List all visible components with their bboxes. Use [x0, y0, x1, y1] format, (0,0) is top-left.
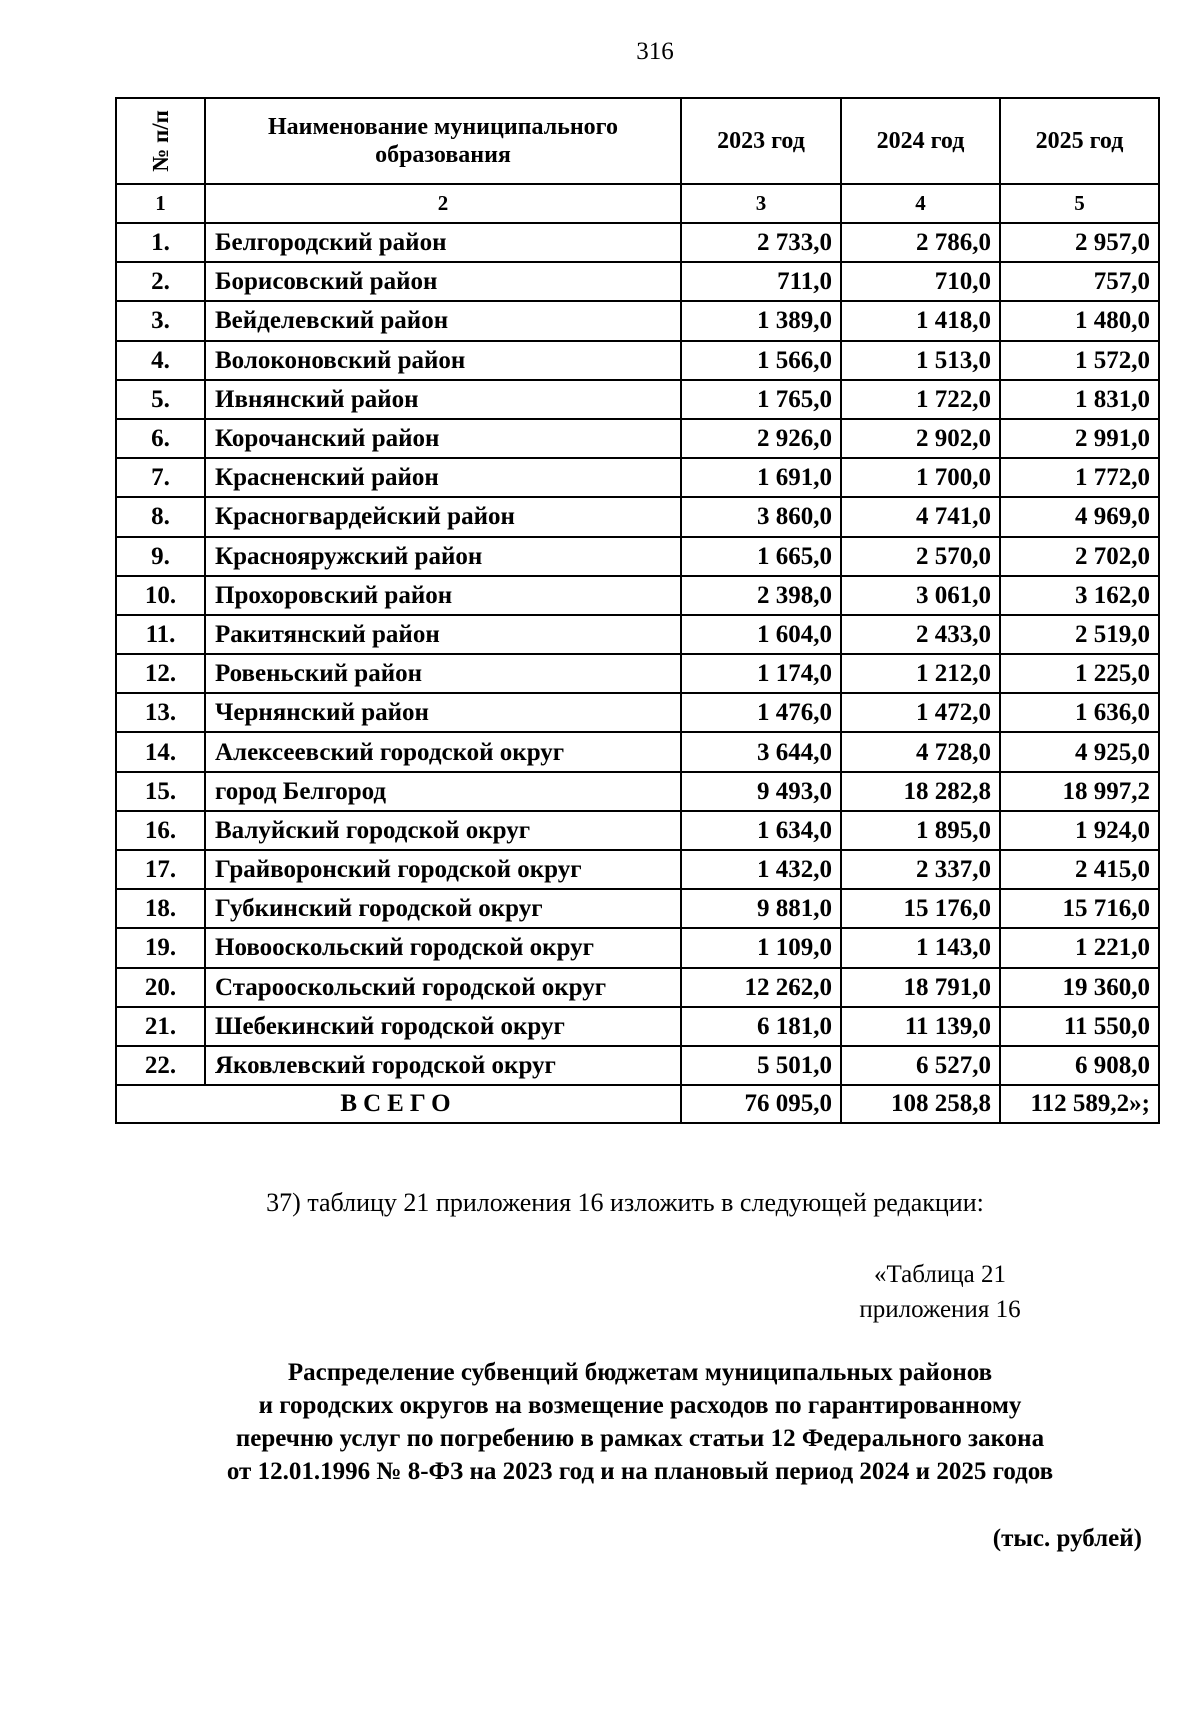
table-row [116, 693, 1159, 732]
value-2024: 2 786,0 [841, 223, 1000, 262]
value-2024: 2 902,0 [841, 419, 1000, 458]
value-2024: 1 895,0 [841, 811, 1000, 850]
table-row [116, 889, 1159, 928]
total-2024: 108 258,8 [841, 1085, 1000, 1123]
value-2025: 2 702,0 [1000, 537, 1159, 576]
row-number: 4. [116, 341, 205, 380]
municipality-name: Прохоровский район [205, 576, 681, 615]
row-number: 20. [116, 968, 205, 1007]
subsidies-table [115, 97, 1160, 1124]
value-2024: 1 418,0 [841, 301, 1000, 340]
municipality-name: Ивнянский район [205, 380, 681, 419]
value-2023: 1 109,0 [681, 928, 841, 967]
municipality-name: Ракитянский район [205, 615, 681, 654]
table-row [116, 380, 1159, 419]
total-2025: 112 589,2»; [1000, 1085, 1159, 1123]
total-row [116, 1085, 1159, 1123]
value-2024: 18 791,0 [841, 968, 1000, 1007]
table-row [116, 341, 1159, 380]
row-number: 3. [116, 301, 205, 340]
row-number: 1. [116, 223, 205, 262]
value-2023: 3 860,0 [681, 497, 841, 536]
column-numbers-row [116, 184, 1159, 223]
value-2023: 1 765,0 [681, 380, 841, 419]
value-2023: 2 926,0 [681, 419, 841, 458]
column-number: 4 [841, 184, 1000, 223]
municipality-name: Валуйский городской округ [205, 811, 681, 850]
value-2023: 1 665,0 [681, 537, 841, 576]
value-2023: 711,0 [681, 262, 841, 301]
value-2023: 1 691,0 [681, 458, 841, 497]
value-2024: 4 728,0 [841, 732, 1000, 771]
row-number: 6. [116, 419, 205, 458]
value-2023: 2 733,0 [681, 223, 841, 262]
value-2023: 1 174,0 [681, 654, 841, 693]
value-2024: 1 700,0 [841, 458, 1000, 497]
municipality-name: Губкинский городской округ [205, 889, 681, 928]
table-row [116, 928, 1159, 967]
table-row [116, 850, 1159, 889]
table-row [116, 223, 1159, 262]
value-2025: 4 925,0 [1000, 732, 1159, 771]
value-2024: 1 143,0 [841, 928, 1000, 967]
column-number: 5 [1000, 184, 1159, 223]
value-2025: 1 572,0 [1000, 341, 1159, 380]
header-name: Наименование муниципального образования [205, 98, 681, 184]
value-2024: 1 472,0 [841, 693, 1000, 732]
header-2023: 2023 год [681, 98, 841, 184]
value-2023: 1 566,0 [681, 341, 841, 380]
value-2025: 1 221,0 [1000, 928, 1159, 967]
value-2025: 1 924,0 [1000, 811, 1159, 850]
municipality-name: Шебекинский городской округ [205, 1007, 681, 1046]
table-row [116, 615, 1159, 654]
table-row [116, 419, 1159, 458]
row-number: 10. [116, 576, 205, 615]
caption-line-2: приложения 16 [859, 1296, 1021, 1323]
units-label: (тыс. рублей) [992, 1525, 1142, 1552]
value-2023: 1 476,0 [681, 693, 841, 732]
row-number: 5. [116, 380, 205, 419]
value-2023: 2 398,0 [681, 576, 841, 615]
value-2023: 1 432,0 [681, 850, 841, 889]
value-2024: 1 513,0 [841, 341, 1000, 380]
municipality-name: Красногвардейский район [205, 497, 681, 536]
value-2025: 1 480,0 [1000, 301, 1159, 340]
municipality-name: Вейделевский район [205, 301, 681, 340]
table-row [116, 576, 1159, 615]
value-2025: 15 716,0 [1000, 889, 1159, 928]
value-2025: 6 908,0 [1000, 1046, 1159, 1085]
row-number: 8. [116, 497, 205, 536]
municipality-name: Новооскольский городской округ [205, 928, 681, 967]
municipality-name: Ровеньский район [205, 654, 681, 693]
table-row [116, 1046, 1159, 1085]
value-2023: 3 644,0 [681, 732, 841, 771]
table-caption [840, 1257, 1040, 1327]
column-number: 3 [681, 184, 841, 223]
municipality-name: Чернянский район [205, 693, 681, 732]
header-2025: 2025 год [1000, 98, 1159, 184]
value-2024: 2 570,0 [841, 537, 1000, 576]
value-2024: 3 061,0 [841, 576, 1000, 615]
row-number: 14. [116, 732, 205, 771]
value-2025: 757,0 [1000, 262, 1159, 301]
row-number: 22. [116, 1046, 205, 1085]
value-2024: 2 433,0 [841, 615, 1000, 654]
table-row [116, 654, 1159, 693]
value-2024: 18 282,8 [841, 772, 1000, 811]
value-2023: 9 493,0 [681, 772, 841, 811]
row-number: 16. [116, 811, 205, 850]
value-2024: 710,0 [841, 262, 1000, 301]
table-row [116, 301, 1159, 340]
municipality-name: Красненский район [205, 458, 681, 497]
value-2025: 2 415,0 [1000, 850, 1159, 889]
row-number: 18. [116, 889, 205, 928]
row-number: 15. [116, 772, 205, 811]
value-2023: 12 262,0 [681, 968, 841, 1007]
table-row [116, 968, 1159, 1007]
row-number: 11. [116, 615, 205, 654]
municipality-name: Краснояружский район [205, 537, 681, 576]
value-2025: 2 957,0 [1000, 223, 1159, 262]
title-line: Распределение субвенций бюджетам муниципальных районов [287, 1359, 993, 1386]
value-2024: 4 741,0 [841, 497, 1000, 536]
table-row [116, 1007, 1159, 1046]
value-2025: 4 969,0 [1000, 497, 1159, 536]
municipality-name: город Белгород [205, 772, 681, 811]
table-row [116, 811, 1159, 850]
section-title [160, 1356, 1120, 1488]
column-number: 1 [116, 184, 205, 223]
value-2023: 6 181,0 [681, 1007, 841, 1046]
total-label: ВСЕГО [116, 1085, 681, 1123]
table-header-row [116, 98, 1159, 184]
row-number: 2. [116, 262, 205, 301]
value-2024: 15 176,0 [841, 889, 1000, 928]
value-2025: 3 162,0 [1000, 576, 1159, 615]
total-2023: 76 095,0 [681, 1085, 841, 1123]
municipality-name: Волоконовский район [205, 341, 681, 380]
value-2025: 1 225,0 [1000, 654, 1159, 693]
instruction-text: 37) таблицу 21 приложения 16 изложить в следующей редакции: [266, 1188, 984, 1217]
header-2024: 2024 год [841, 98, 1000, 184]
value-2023: 9 881,0 [681, 889, 841, 928]
table-row [116, 262, 1159, 301]
row-number: 9. [116, 537, 205, 576]
municipality-name: Грайворонский городской округ [205, 850, 681, 889]
page-number: 316 [636, 38, 674, 65]
value-2025: 2 991,0 [1000, 419, 1159, 458]
table-row [116, 772, 1159, 811]
value-2025: 11 550,0 [1000, 1007, 1159, 1046]
municipality-name: Яковлевский городской округ [205, 1046, 681, 1085]
municipality-name: Корочанский район [205, 419, 681, 458]
table-row [116, 497, 1159, 536]
value-2023: 1 389,0 [681, 301, 841, 340]
title-line: и городских округов на возмещение расходов по гарантированному [258, 1392, 1022, 1419]
caption-line-1: «Таблица 21 [874, 1261, 1006, 1288]
municipality-name: Белгородский район [205, 223, 681, 262]
title-line: от 12.01.1996 № 8-ФЗ на 2023 год и на плановый период 2024 и 2025 годов [226, 1458, 1054, 1485]
value-2025: 1 772,0 [1000, 458, 1159, 497]
row-number: 17. [116, 850, 205, 889]
value-2024: 1 722,0 [841, 380, 1000, 419]
header-num: № п/п [116, 98, 205, 184]
value-2024: 2 337,0 [841, 850, 1000, 889]
municipality-name: Старооскольский городской округ [205, 968, 681, 1007]
row-number: 19. [116, 928, 205, 967]
table-row [116, 537, 1159, 576]
value-2025: 1 831,0 [1000, 380, 1159, 419]
municipality-name: Борисовский район [205, 262, 681, 301]
value-2025: 2 519,0 [1000, 615, 1159, 654]
column-number: 2 [205, 184, 681, 223]
value-2023: 5 501,0 [681, 1046, 841, 1085]
row-number: 21. [116, 1007, 205, 1046]
value-2023: 1 604,0 [681, 615, 841, 654]
municipality-name: Алексеевский городской округ [205, 732, 681, 771]
value-2025: 19 360,0 [1000, 968, 1159, 1007]
row-number: 12. [116, 654, 205, 693]
value-2024: 6 527,0 [841, 1046, 1000, 1085]
value-2025: 18 997,2 [1000, 772, 1159, 811]
value-2023: 1 634,0 [681, 811, 841, 850]
value-2024: 11 139,0 [841, 1007, 1000, 1046]
table-row [116, 732, 1159, 771]
title-line: перечню услуг по погребению в рамках статьи 12 Федерального закона [235, 1425, 1045, 1452]
value-2024: 1 212,0 [841, 654, 1000, 693]
row-number: 13. [116, 693, 205, 732]
row-number: 7. [116, 458, 205, 497]
table-row [116, 458, 1159, 497]
value-2025: 1 636,0 [1000, 693, 1159, 732]
